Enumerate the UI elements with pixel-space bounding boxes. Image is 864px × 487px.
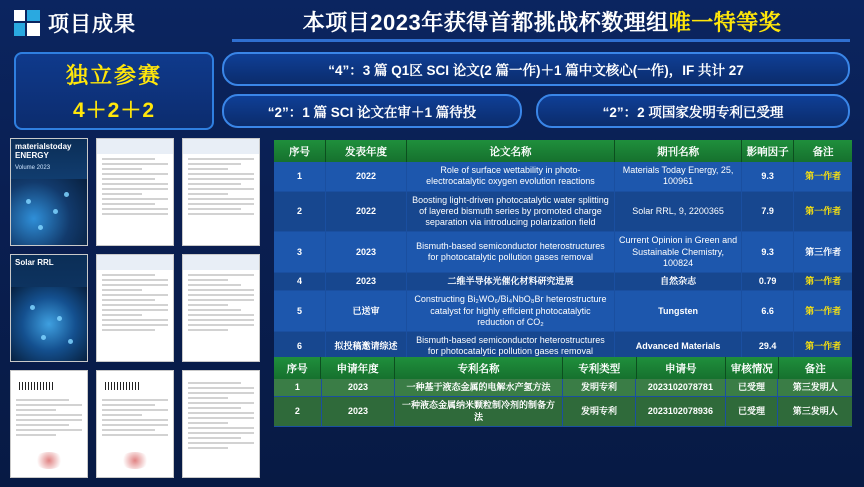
logo-icon	[14, 10, 40, 36]
cell-journal: Tungsten	[615, 291, 742, 332]
cell-year: 已送审	[326, 291, 407, 332]
cell-title: 二维半导体光催化材料研究进展	[407, 273, 615, 291]
papers-table-header	[274, 140, 852, 162]
papers-header-no: 序号	[274, 140, 326, 162]
patent-acceptance-1[interactable]	[10, 370, 88, 478]
cell-year: 2023	[326, 232, 407, 273]
table-row[interactable]	[274, 379, 852, 397]
papers-header-year: 发表年度	[326, 140, 407, 162]
patents-table	[274, 357, 852, 427]
evidence-thumbnail-grid	[10, 138, 266, 478]
cell-year: 2023	[322, 379, 396, 397]
patents-header-no: 序号	[274, 357, 321, 379]
cell-impact: 9.3	[742, 162, 794, 192]
achievement-pill-under-review: “2”：1 篇 SCI 论文在审＋1 篇待投	[222, 94, 522, 128]
paper-page-2[interactable]	[182, 138, 260, 246]
table-row[interactable]	[274, 273, 852, 291]
paper-page-3[interactable]	[96, 254, 174, 362]
cell-remark: 第三作者	[794, 232, 852, 273]
achievement-pill-papers: “4”：3 篇 Q1区 SCI 论文(2 篇一作)＋1 篇中文核心(一作)，IF 共计 27	[222, 52, 850, 86]
page-title	[232, 6, 852, 37]
cell-journal: Solar RRL, 9, 2200365	[615, 192, 742, 233]
patents-header-number: 申请号	[637, 357, 726, 379]
cell-number: 2023102078936	[636, 397, 725, 427]
cell-impact: 29.4	[742, 332, 794, 362]
cell-no: 3	[274, 232, 326, 273]
cell-remark: 第一作者	[794, 332, 852, 362]
cell-remark: 第一作者	[794, 192, 852, 233]
cell-title: Bismuth-based semiconductor heterostructures for photocatalytic pollution gases removal	[407, 332, 615, 362]
independent-entry-box	[14, 52, 214, 130]
cell-no: 1	[274, 162, 326, 192]
cell-title: Boosting light-driven photocatalytic water splitting of layered bismuth series by promoted charge separation via introducing polarization field	[407, 192, 615, 233]
cell-no: 2	[274, 397, 322, 427]
cell-impact: 6.6	[742, 291, 794, 332]
cell-year: 2022	[326, 192, 407, 233]
cell-remark: 第一作者	[794, 291, 852, 332]
cell-remark: 第三发明人	[778, 379, 852, 397]
cell-impact: 9.3	[742, 232, 794, 273]
cell-no: 1	[274, 379, 322, 397]
cell-journal: Advanced Materials	[615, 332, 742, 362]
papers-table	[274, 140, 852, 362]
cell-year: 2022	[326, 162, 407, 192]
cell-remark: 第一作者	[794, 162, 852, 192]
patents-header-year: 申请年度	[321, 357, 395, 379]
cell-impact: 7.9	[742, 192, 794, 233]
independent-entry-line2: 4＋2＋2	[72, 98, 156, 122]
journal-cover-materials-today-energy[interactable]	[10, 138, 88, 246]
cell-no: 2	[274, 192, 326, 233]
cell-year: 2023	[322, 397, 396, 427]
cell-title: Bismuth-based semiconductor heterostructures for photocatalytic pollution gases removal	[407, 232, 615, 273]
papers-header-journal: 期刊名称	[615, 140, 742, 162]
submission-letter[interactable]	[182, 370, 260, 478]
cell-no: 4	[274, 273, 326, 291]
papers-header-impact: 影响因子	[742, 140, 794, 162]
papers-header-title: 论文名称	[407, 140, 615, 162]
cover-subtitle: Volume 2023	[15, 164, 51, 171]
cover-title: materialstoday ENERGY	[15, 142, 72, 160]
cell-no: 6	[274, 332, 326, 362]
cover-artwork	[11, 179, 87, 245]
cell-title: 一种液态金属纳米颗粒制冷剂的制备方法	[395, 397, 562, 427]
cover-artwork	[11, 287, 87, 361]
cell-title: Constructing Bi₂WO₆/Bi₄NbO₈Br heterostructure catalyst for highly efficient photocatalytic reduction of CO₂	[407, 291, 615, 332]
patents-header-type: 专利类型	[563, 357, 637, 379]
cell-journal: Current Opinion in Green and Sustainable Chemistry, 100824	[615, 232, 742, 273]
independent-entry-line1: 独立参赛	[65, 62, 162, 88]
cell-year: 拟投稿邀请综述	[326, 332, 407, 362]
cell-remark: 第三发明人	[778, 397, 852, 427]
page-title-main: 本项目2023年获得首都挑战杯数理组	[302, 10, 669, 35]
cell-type: 发明专利	[563, 397, 637, 427]
cell-title: 一种基于液态金属的电解水产氢方法	[395, 379, 562, 397]
cell-impact: 0.79	[742, 273, 794, 291]
cell-status: 已受理	[726, 397, 779, 427]
patents-table-header	[274, 357, 852, 379]
patents-header-title: 专利名称	[395, 357, 563, 379]
cell-journal: Materials Today Energy, 25, 100961	[615, 162, 742, 192]
cell-title: Role of surface wettability in photo-electrocatalytic oxygen evolution reactions	[407, 162, 615, 192]
patent-acceptance-2[interactable]	[96, 370, 174, 478]
cell-no: 5	[274, 291, 326, 332]
cover-title: Solar RRL	[15, 258, 54, 267]
cell-status: 已受理	[726, 379, 779, 397]
patents-header-remark: 备注	[779, 357, 852, 379]
table-row[interactable]	[274, 162, 852, 192]
slide-header	[0, 0, 864, 46]
page-title-highlight: 唯一特等奖	[668, 10, 782, 35]
table-row[interactable]	[274, 232, 852, 273]
table-row[interactable]	[274, 397, 852, 427]
cell-journal: 自然杂志	[615, 273, 742, 291]
cell-year: 2023	[326, 273, 407, 291]
table-row[interactable]	[274, 192, 852, 233]
summary-banner	[0, 50, 864, 132]
table-row[interactable]	[274, 291, 852, 332]
logo-label: 项目成果	[48, 13, 136, 36]
paper-page-4[interactable]	[182, 254, 260, 362]
achievement-pill-patents: “2”：2 项国家发明专利已受理	[536, 94, 850, 128]
cell-number: 2023102078781	[636, 379, 725, 397]
paper-page-1[interactable]	[96, 138, 174, 246]
header-divider	[232, 39, 850, 42]
cell-type: 发明专利	[563, 379, 637, 397]
cell-remark: 第一作者	[794, 273, 852, 291]
journal-cover-solar-rrl[interactable]	[10, 254, 88, 362]
papers-header-remark: 备注	[794, 140, 852, 162]
patents-header-status: 审核情况	[726, 357, 779, 379]
